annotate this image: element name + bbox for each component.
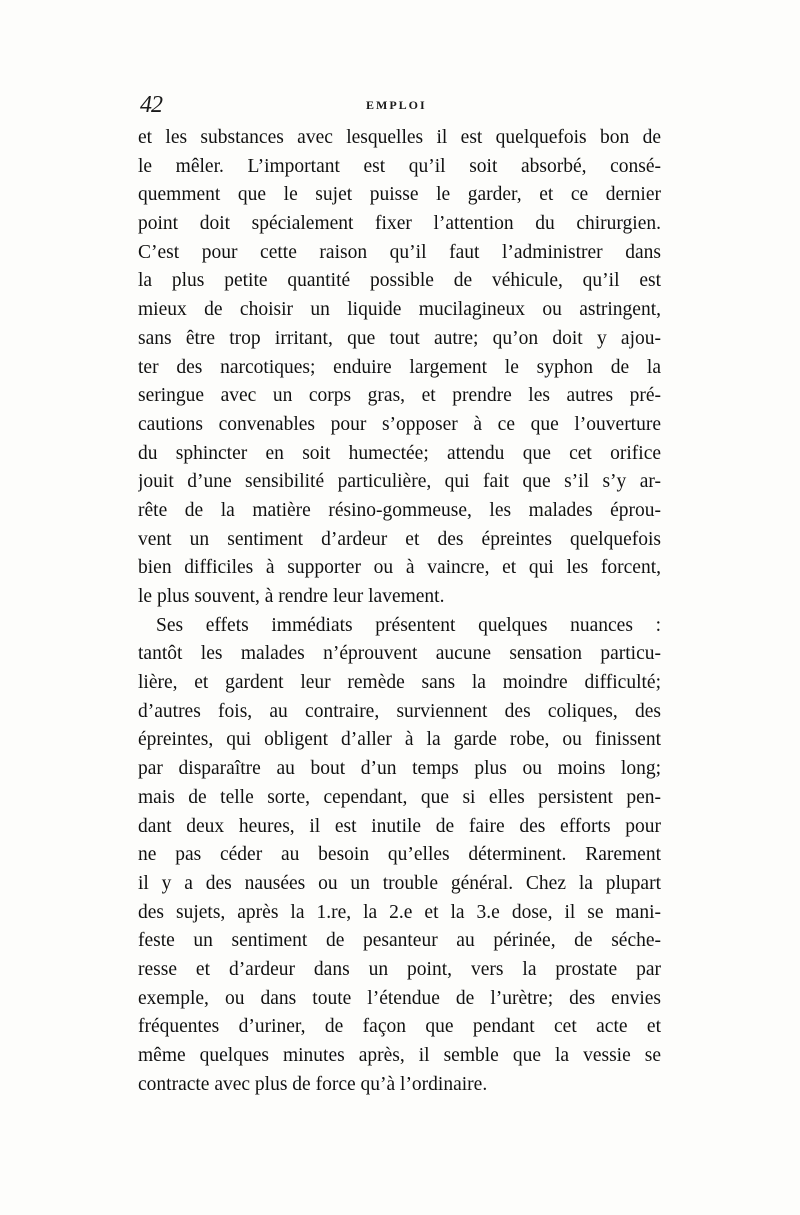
text-line: épreintes, qui obligent d’aller à la garde robe, ou finissent	[138, 729, 661, 751]
text-line: C’est pour cette raison qu’il faut l’administrer dans	[138, 241, 661, 263]
text-line: vent un sentiment d’ardeur et des épreintes quelquefois	[138, 528, 661, 550]
body-text	[138, 124, 661, 1099]
text-line: dant deux heures, il est inutile de faire des efforts pour	[138, 815, 661, 837]
text-line: lière, et gardent leur remède sans la moindre difficulté;	[138, 672, 661, 694]
text-line: du sphincter en soit humectée; attendu que cet orifice	[138, 442, 661, 464]
text-line: feste un sentiment de pesanteur au périnée, de séche-	[138, 930, 661, 952]
text-line: ne pas céder au besoin qu’elles déterminent. Rarement	[138, 844, 661, 866]
text-line: rête de la matière résino-gommeuse, les malades éprou-	[138, 499, 661, 521]
text-line: contracte avec plus de force qu’à l’ordinaire.	[138, 1073, 488, 1095]
text-line: Ses effets immédiats présentent quelques nuances :	[156, 614, 661, 636]
text-line: même quelques minutes après, il semble que la vessie se	[138, 1045, 661, 1066]
text-line: la plus petite quantité possible de véhicule, qu’il est	[138, 270, 661, 292]
text-line: quemment que le sujet puisse le garder, et ce dernier	[138, 184, 661, 206]
text-line: mais de telle sorte, cependant, que si elles persistent pen-	[138, 786, 661, 808]
text-line: il y a des nausées ou un trouble général. Chez la plupart	[138, 872, 661, 894]
text-line: jouit d’une sensibilité particulière, qui fait que s’il s’y ar-	[138, 471, 661, 493]
text-line: point doit spécialement fixer l’attention du chirurgien.	[138, 213, 661, 235]
text-line: d’autres fois, au contraire, surviennent des coliques, des	[138, 700, 661, 722]
text-line: exemple, ou dans toute l’étendue de l’urètre; des envies	[138, 987, 661, 1009]
text-line: le mêler. L’important est qu’il soit absorbé, consé-	[138, 155, 661, 177]
text-line: mieux de choisir un liquide mucilagineux ou astringent,	[138, 299, 661, 321]
text-line: par disparaître au bout d’un temps plus ou moins long;	[138, 758, 661, 780]
text-line: fréquentes d’uriner, de façon que pendant cet acte et	[138, 1016, 661, 1038]
text-line: des sujets, après la 1.re, la 2.e et la 3.e dose, il se mani-	[138, 901, 661, 923]
text-line: tantôt les malades n’éprouvent aucune sensation particu-	[138, 643, 661, 665]
text-line: resse et d’ardeur dans un point, vers la prostate par	[138, 958, 661, 980]
text-line: et les substances avec lesquelles il est quelquefois bon de	[138, 127, 661, 148]
text-line: bien difficiles à supporter ou à vaincre, et qui les forcent,	[138, 557, 661, 579]
text-line: seringue avec un corps gras, et prendre les autres pré-	[138, 385, 661, 407]
text-line: le plus souvent, à rendre leur lavement.	[138, 586, 445, 607]
text-line: cautions convenables pour s’opposer à ce que l’ouverture	[138, 413, 661, 435]
page-header	[140, 92, 660, 116]
running-title: EMPLOI	[366, 98, 427, 112]
text-line: ter des narcotiques; enduire largement le syphon de la	[138, 356, 661, 378]
page-number: 42	[140, 92, 162, 118]
text-line: sans être trop irritant, que tout autre; qu’on doit y ajou-	[138, 327, 661, 349]
